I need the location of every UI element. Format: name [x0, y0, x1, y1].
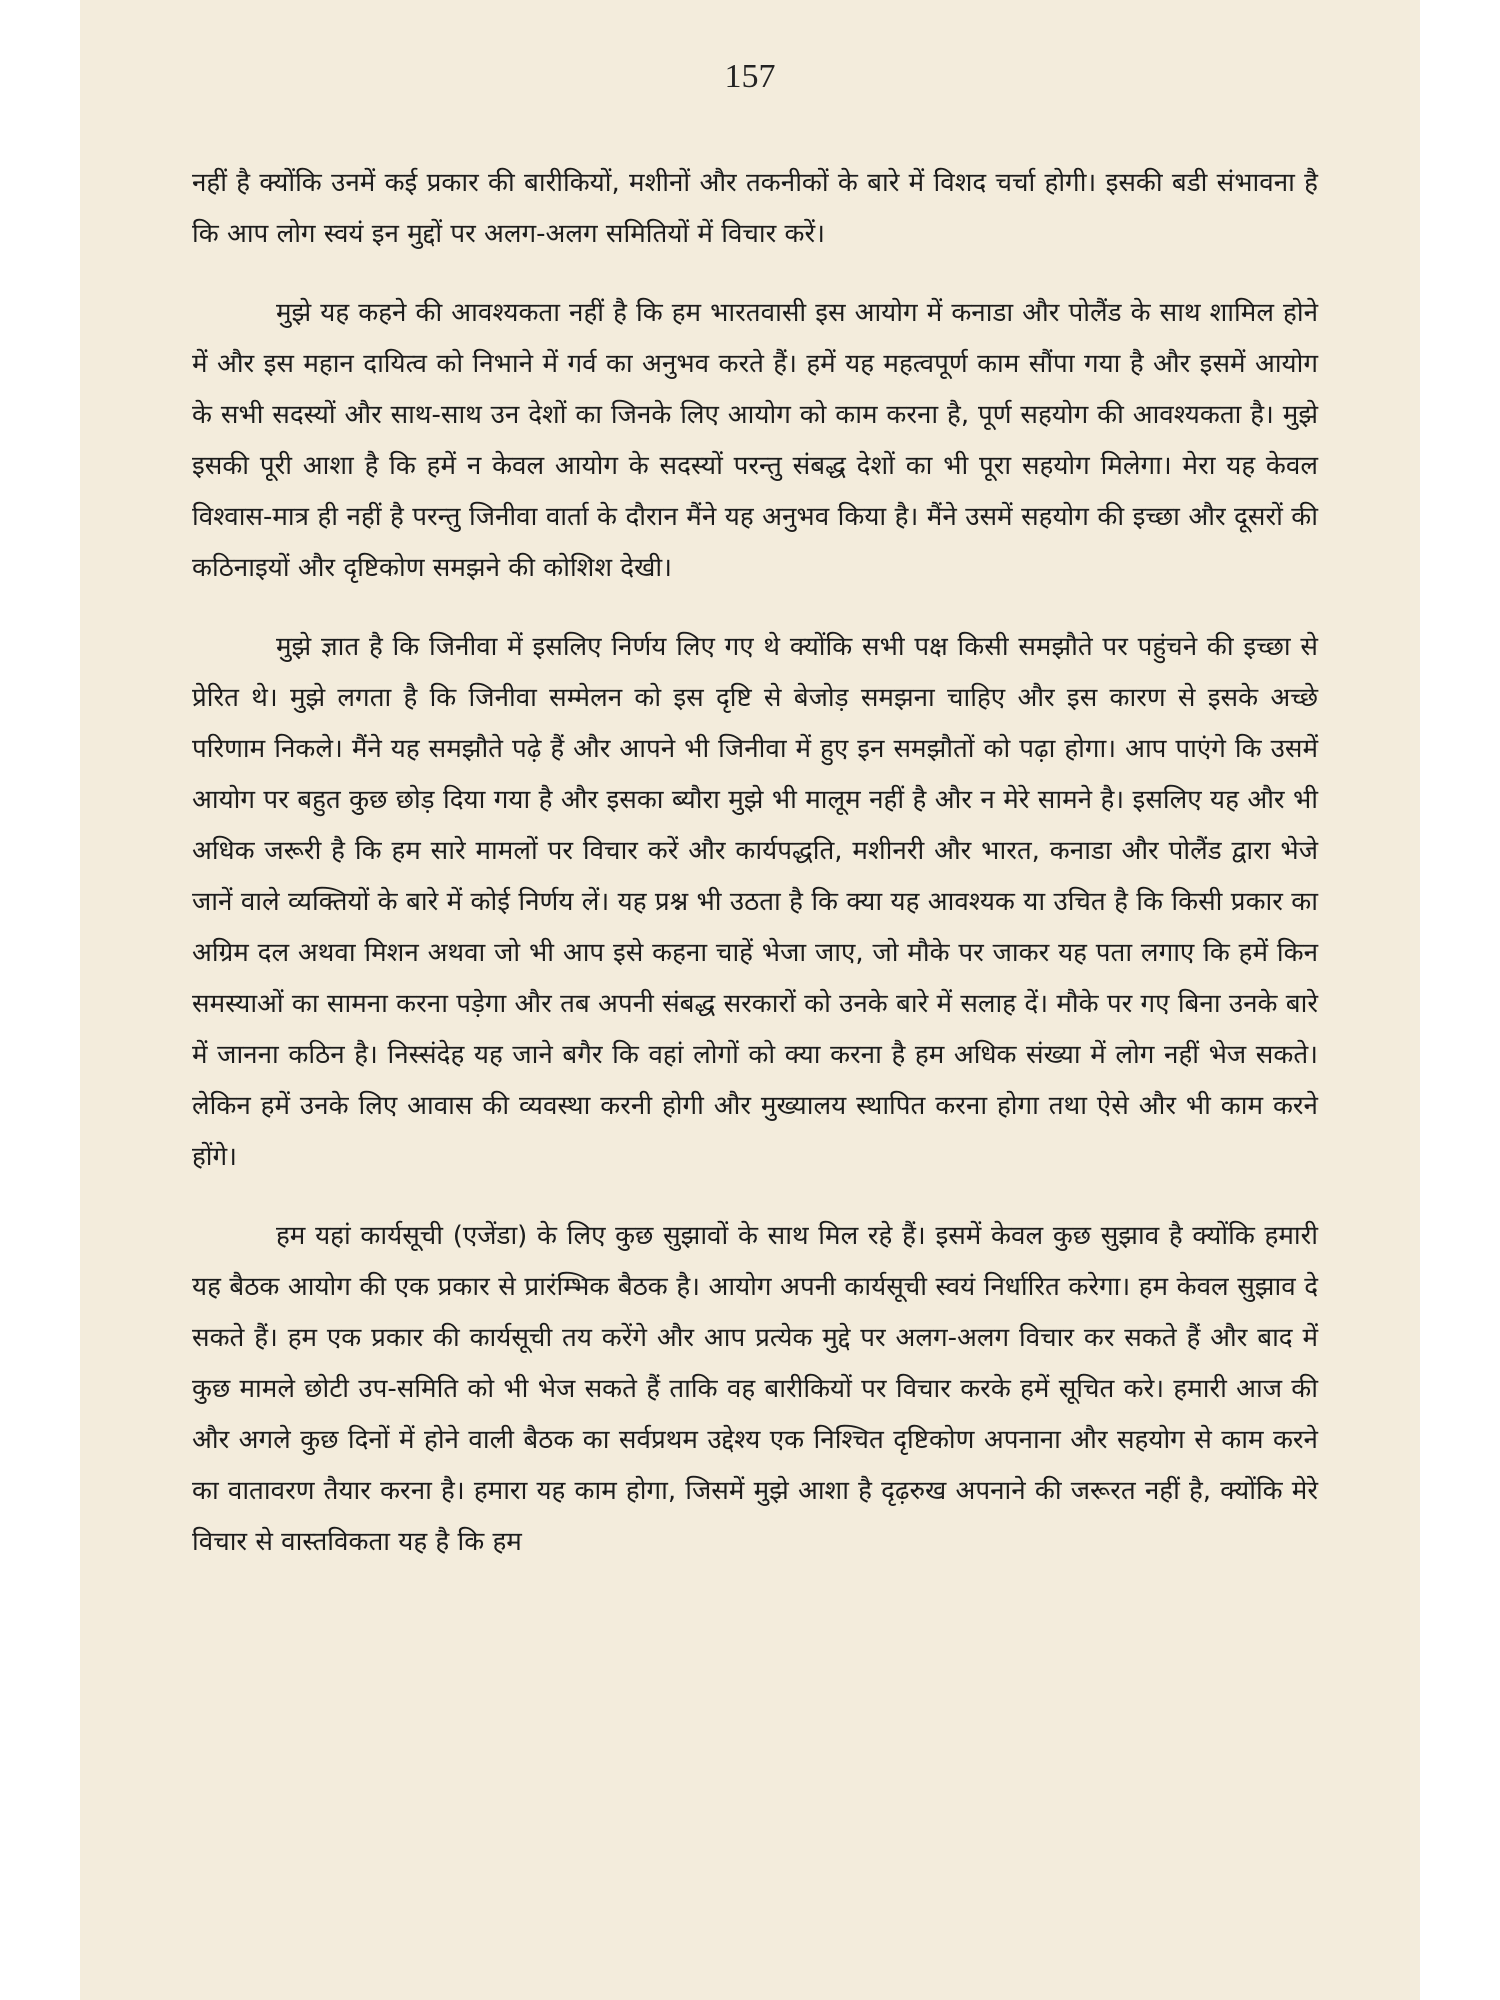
- scan-margin-left: [0, 0, 80, 2000]
- page-number: 157: [724, 58, 776, 95]
- paragraph-1: नहीं है क्योंकि उनमें कई प्रकार की बारीकियों, मशीनों और तकनीकों के बारे में विशद चर्चा होगी। इसकी बडी संभावना है कि आप लोग स्वयं इन मुद्दों पर अलग-अलग समितियों में विचार करें।: [192, 168, 1318, 249]
- scan-margin-right: [1420, 0, 1500, 2000]
- paragraph-2: मुझे यह कहने की आवश्यकता नहीं है कि हम भारतवासी इस आयोग में कनाडा और पोलैंड के साथ शामिल होने में और इस महान दायित्व को निभाने में गर्व का अनुभव करते हैं। हमें यह महत्वपूर्ण काम सौंपा गया है और इसमें आयोग के सभी सदस्यों और साथ-साथ उन देशों का जिनके लिए आयोग को काम करना है, पूर्ण सहयोग की आवश्यकता है। मुझे इसकी पूरी आशा है कि हमें न केवल आयोग के सदस्यों परन्तु संबद्ध देशों का भी पूरा सहयोग मिलेगा। मेरा यह केवल विश्वास-मात्र ही नहीं है परन्तु जिनीवा वार्ता के दौरान मैंने यह अनुभव किया है। मैंने उसमें सहयोग की इच्छा और दूसरों की कठिनाइयों और दृष्टिकोण समझने की कोशिश देखी।: [192, 298, 1318, 583]
- paragraph-4: हम यहां कार्यसूची (एजेंडा) के लिए कुछ सुझावों के साथ मिल रहे हैं। इसमें केवल कुछ सुझाव है क्योंकि हमारी यह बैठक आयोग की एक प्रकार से प्रारंम्भिक बैठक है। आयोग अपनी कार्यसूची स्वयं निर्धारित करेगा। हम केवल सुझाव दे सकते हैं। हम एक प्रकार की कार्यसूची तय करेंगे और आप प्रत्येक मुद्दे पर अलग-अलग विचार कर सकते हैं और बाद में कुछ मामले छोटी उप-समिति को भी भेज सकते हैं ताकि वह बारीकियों पर विचार करके हमें सूचित करे। हमारी आज की और अगले कुछ दिनों में होने वाली बैठक का सर्वप्रथम उद्देश्य एक निश्चित दृष्टिकोण अपनाना और सहयोग से काम करने का वातावरण तैयार करना है। हमारा यह काम होगा, जिसमें मुझे आशा है दृढ़रुख अपनाने की जरूरत नहीं है, क्योंकि मेरे विचार से वास्तविकता यह है कि हम: [192, 1221, 1318, 1557]
- paragraph-3: मुझे ज्ञात है कि जिनीवा में इसलिए निर्णय लिए गए थे क्योंकि सभी पक्ष किसी समझौते पर पहुंचने की इच्छा से प्रेरित थे। मुझे लगता है कि जिनीवा सम्मेलन को इस दृष्टि से बेजोड़ समझना चाहिए और इस कारण से इसके अच्छे परिणाम निकले। मैंने यह समझौते पढ़े हैं और आपने भी जिनीवा में हुए इन समझौतों को पढ़ा होगा। आप पाएंगे कि उसमें आयोग पर बहुत कुछ छोड़ दिया गया है और इसका ब्यौरा मुझे भी मालूम नहीं है और न मेरे सामने है। इसलिए यह और भी अधिक जरूरी है कि हम सारे मामलों पर विचार करें और कार्यपद्धति, मशीनरी और भारत, कनाडा और पोलैंड द्वारा भेजे जानें वाले व्यक्तियों के बारे में कोई निर्णय लें। यह प्रश्न भी उठता है कि क्या यह आवश्यक या उचित है कि किसी प्रकार का अग्रिम दल अथवा मिशन अथवा जो भी आप इसे कहना चाहें भेजा जाए, जो मौके पर जाकर यह पता लगाए कि हमें किन समस्याओं का सामना करना पड़ेगा और तब अपनी संबद्ध सरकारों को उनके बारे में सलाह दें। मौके पर गए बिना उनके बारे में जानना कठिन है। निस्संदेह यह जाने बगैर कि वहां लोगों को क्या करना है हम अधिक संख्या में लोग नहीं भेज सकते। लेकिन हमें उनके लिए आवास की व्यवस्था करनी होगी और मुख्यालय स्थापित करना होगा तथा ऐसे और भी काम करने होंगे।: [192, 632, 1318, 1172]
- book-page: [80, 0, 1420, 2000]
- page-body: [192, 158, 1318, 1596]
